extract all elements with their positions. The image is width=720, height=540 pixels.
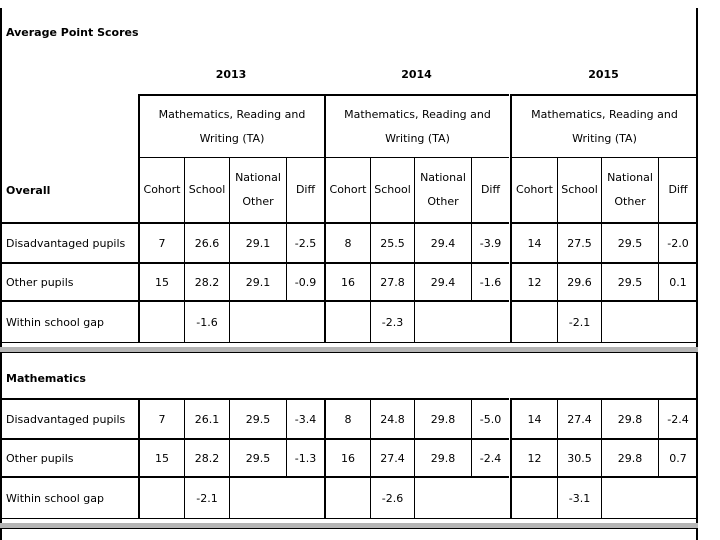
column-header: School [370,158,414,222]
column-header: Cohort [510,158,557,222]
row-label: Other pupils [0,438,138,478]
gap-empty-cell [601,302,697,342]
gap-empty-cell [510,302,557,342]
table-cell: 25.5 [370,222,414,262]
table-cell: 14 [510,398,557,438]
table-cell: 29.5 [229,398,286,438]
table-cell: 27.5 [557,222,601,262]
table-cell: 16 [324,262,370,302]
table-cell: -3.4 [286,398,324,438]
column-header: Cohort [324,158,370,222]
table-cell: 7 [138,222,184,262]
table-cell: 24.8 [370,398,414,438]
gap-empty-cell [138,302,184,342]
column-header: School [184,158,229,222]
gap-value: -2.1 [557,302,601,342]
table-cell: 29.8 [601,398,658,438]
gap-empty-cell [138,478,184,518]
table-cell: 0.7 [658,438,697,478]
table-cell: 29.5 [601,262,658,302]
table-cell: 29.5 [601,222,658,262]
table-cell: -1.6 [471,262,509,302]
column-header: National Other [229,158,286,222]
table-cell: 29.4 [414,262,471,302]
table-cell: 30.5 [557,438,601,478]
table-cell: 15 [138,438,184,478]
gap-label: Within school gap [6,491,104,505]
table-cell: 12 [510,262,557,302]
table-cell: 7 [138,398,184,438]
table-cell: 29.4 [414,222,471,262]
gap-value: -2.3 [370,302,414,342]
table-cell: -5.0 [471,398,509,438]
table-cell: 27.4 [557,398,601,438]
table-cell: 27.4 [370,438,414,478]
column-header: Diff [471,158,509,222]
gap-empty-cell [229,302,324,342]
year-header: 2014 [401,67,432,81]
table-cell: -2.4 [471,438,509,478]
table-cell: -1.3 [286,438,324,478]
gap-value: -2.6 [370,478,414,518]
table-cell: 29.1 [229,262,286,302]
gap-empty-cell [324,302,370,342]
table-cell: 26.6 [184,222,229,262]
section-divider [0,342,698,343]
table-cell: 16 [324,438,370,478]
section-divider [0,518,698,519]
table-cell: -3.9 [471,222,509,262]
table-cell: -2.5 [286,222,324,262]
subject-header: Mathematics, Reading and Writing (TA) [138,94,324,158]
table-cell: -2.4 [658,398,697,438]
column-header: National Other [601,158,658,222]
table-cell: 8 [324,222,370,262]
table-cell: 15 [138,262,184,302]
table-cell: 29.5 [229,438,286,478]
row-label: Disadvantaged pupils [0,222,138,262]
table-cell: 0.1 [658,262,697,302]
year-header: 2013 [215,67,247,81]
year-header: 2015 [588,67,619,81]
gap-empty-cell [414,478,509,518]
gap-value: -1.6 [184,302,229,342]
table-cell: 27.8 [370,262,414,302]
row-label: Other pupils [0,262,138,302]
table-title: Average Point Scores [6,25,139,39]
table-cell: 26.1 [184,398,229,438]
gap-label: Within school gap [6,315,104,329]
gap-value: -2.1 [184,478,229,518]
gap-empty-cell [510,478,557,518]
gap-empty-cell [324,478,370,518]
table-cell: 29.8 [414,438,471,478]
section-divider [0,352,698,353]
table-cell: 28.2 [184,438,229,478]
table-cell: 12 [510,438,557,478]
column-header: School [557,158,601,222]
column-header: Cohort [138,158,184,222]
subject-header: Mathematics, Reading and Writing (TA) [324,94,509,158]
column-header: Diff [658,158,697,222]
column-header: Diff [286,158,324,222]
table-cell: 29.8 [414,398,471,438]
section-label: Mathematics [6,371,86,385]
table-cell: -2.0 [658,222,697,262]
table-cell: 8 [324,398,370,438]
section-divider [0,528,698,529]
table-cell: 29.1 [229,222,286,262]
table-cell: 29.6 [557,262,601,302]
table-cell: 14 [510,222,557,262]
table-cell: 29.8 [601,438,658,478]
gap-empty-cell [229,478,324,518]
subject-header: Mathematics, Reading and Writing (TA) [510,94,697,158]
table-cell: -0.9 [286,262,324,302]
section-label: Overall [6,183,51,197]
row-label: Disadvantaged pupils [0,398,138,438]
table-cell: 28.2 [184,262,229,302]
gap-value: -3.1 [557,478,601,518]
gap-empty-cell [414,302,509,342]
gap-empty-cell [601,478,697,518]
column-header: National Other [414,158,471,222]
